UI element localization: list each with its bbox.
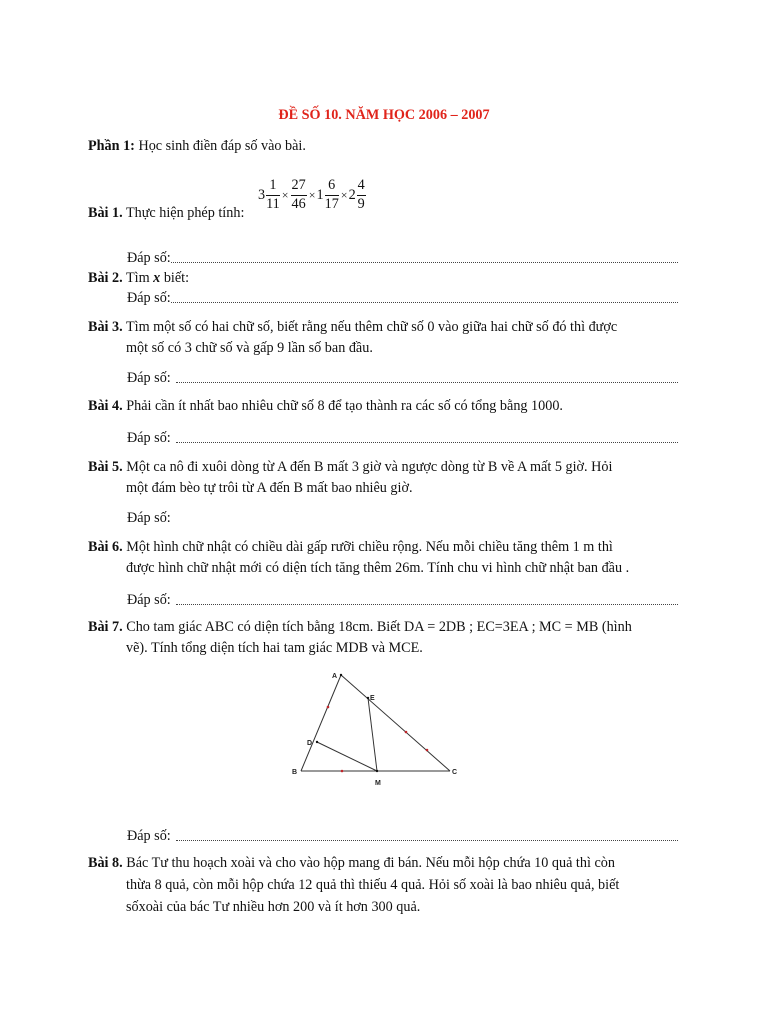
bai-4-answer-label: Đáp số: (127, 430, 171, 446)
bai-6-question-line-2: được hình chữ nhật mới có diện tích tăng thêm 26m. Tính chu vi hình chữ nhật ban đầu . (126, 560, 630, 576)
bai-7-answer-line[interactable] (176, 840, 678, 841)
bai-7-label: Bài 7. (88, 619, 123, 635)
bai-1-question (88, 206, 244, 220)
page-title: ĐỀ SỐ 10. NĂM HỌC 2006 – 2007 (278, 107, 490, 123)
bai-4-answer-line[interactable] (176, 442, 678, 443)
bai-4-label: Bài 4. (88, 398, 123, 414)
bai-5-question-line-2: một đám bèo tự trôi từ A đến B mất bao nhiêu giờ. (126, 480, 413, 496)
multiply-sign: × (308, 188, 316, 203)
bai-7-question-line-1: Bài 7. Cho tam giác ABC có diện tích bằng 18cm. Biết DA = 2DB ; EC=3EA ; MC = MB (hình (88, 619, 632, 635)
label-a: A (332, 673, 338, 680)
bai-8-question-line-1: Bài 8. Bác Tư thu hoạch xoài và cho vào hộp mang đi bán. Nếu mỗi hộp chứa 10 quả thì còn (88, 855, 615, 871)
multiply-sign: × (340, 188, 348, 203)
label-m: M (375, 780, 381, 787)
bai-6-label: Bài 6. (88, 539, 123, 555)
bai-5-label: Bài 5. (88, 459, 123, 475)
bai-1-label: Bài 1. (88, 205, 123, 221)
bai-2-label: Bài 2. (88, 270, 123, 286)
bai-1-answer-label: Đáp số: (127, 250, 171, 266)
label-b: B (292, 769, 298, 776)
part-1-heading (88, 139, 306, 153)
bai-1-expression (258, 178, 367, 212)
bai-1-answer-line[interactable] (171, 262, 678, 263)
bai-6-answer-line[interactable] (176, 604, 678, 605)
label-e: E (370, 695, 375, 702)
term-3-fraction: $\frac{6}{17}$ (324, 177, 339, 212)
triangle-figure (290, 668, 470, 788)
bai-8-label: Bài 8. (88, 855, 123, 871)
bai-8-question-line-3: sốxoài của bác Tư nhiều hơn 200 và ít hơn 300 quả. (126, 899, 421, 915)
bai-2-answer-label: Đáp số: (127, 290, 171, 306)
label-d: D (307, 740, 313, 747)
multiply-sign: × (281, 188, 289, 203)
label-c: C (452, 769, 458, 776)
bai-6-question-line-1: Bài 6. Một hình chữ nhật có chiều dài gấp rưỡi chiều rộng. Nếu mỗi chiều tăng thêm 1 m thì (88, 539, 613, 555)
term-3-whole: 1 (316, 187, 324, 203)
bai-3-question-line-2: một số có 3 chữ số và gấp 9 lần số ban đầu. (126, 340, 373, 356)
bai-8-question-line-2: thừa 8 quả, còn mỗi hộp chứa 12 quả thì thiếu 4 quả. Hỏi số xoài là bao nhiêu quả, biết (126, 877, 620, 893)
part-1-text: Học sinh điền đáp số vào bài. (134, 138, 306, 154)
term-4-fraction: $\frac{4}{9}$ (357, 177, 365, 212)
bai-4-question: Bài 4. Phải cần ít nhất bao nhiêu chữ số 8 để tạo thành ra các số có tổng bằng 1000. (88, 398, 563, 414)
variable-x: x (153, 270, 161, 286)
bai-5-answer-label: Đáp số: (127, 510, 171, 526)
term-1-whole: 3 (258, 187, 266, 203)
bai-2-question: Bài 2. Tìm x biết: (88, 270, 190, 286)
part-1-label: Phần 1: (88, 138, 135, 154)
term-1-fraction: $\frac{1}{11}$ (266, 177, 280, 212)
bai-5-question-line-1: Bài 5. Một ca nô đi xuôi dòng từ A đến B mất 3 giờ và ngược dòng từ B về A mất 5 giờ. Hỏi (88, 459, 613, 475)
bai-3-question-line-1: Bài 3. Tìm một số có hai chữ số, biết rằng nếu thêm chữ số 0 vào giữa hai chữ số đó thì được (88, 319, 618, 335)
bai-7-question-line-2: vẽ). Tính tổng diện tích hai tam giác MDB và MCE. (126, 640, 423, 656)
bai-3-answer-label: Đáp số: (127, 370, 171, 386)
bai-6-answer-label: Đáp số: (127, 592, 171, 608)
bai-7-answer-label: Đáp số: (127, 828, 171, 844)
bai-3-answer-line[interactable] (176, 382, 678, 383)
term-4-whole: 2 (348, 187, 356, 203)
term-2-fraction: $\frac{27}{46}$ (291, 177, 306, 212)
bai-3-label: Bài 3. (88, 319, 123, 335)
bai-1-text: Thực hiện phép tính: (122, 205, 245, 221)
bai-2-answer-line[interactable] (171, 302, 678, 303)
